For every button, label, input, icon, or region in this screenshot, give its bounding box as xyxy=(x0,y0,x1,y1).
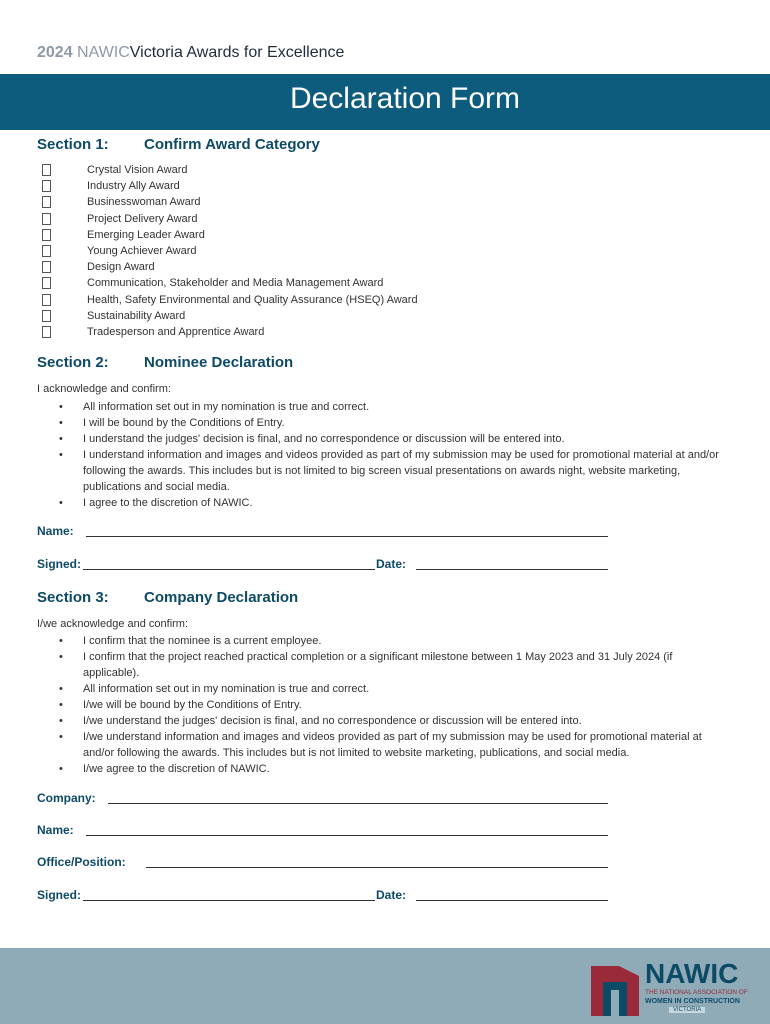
award-label: Industry Ally Award xyxy=(87,180,180,193)
checkbox-icon[interactable] xyxy=(42,245,51,257)
company-declaration-list xyxy=(58,633,728,777)
award-option[interactable] xyxy=(42,180,180,196)
section-2-number: Section 2: xyxy=(37,354,109,371)
award-option[interactable] xyxy=(42,261,155,277)
section-2-name: Nominee Declaration xyxy=(144,354,294,371)
company-name-field[interactable] xyxy=(86,835,608,836)
logo-subtitle-1: THE NATIONAL ASSOCIATION OF xyxy=(645,989,748,996)
section-3-number: Section 3: xyxy=(37,589,109,606)
nominee-date-label: Date: xyxy=(376,557,407,571)
company-date-field[interactable] xyxy=(416,900,608,901)
nawic-logo-mark-icon xyxy=(589,962,641,1016)
checkbox-icon[interactable] xyxy=(42,277,51,289)
title-banner xyxy=(0,74,770,130)
award-label: Communication, Stakeholder and Media Management Award xyxy=(87,277,384,290)
section-1-heading xyxy=(37,136,320,153)
award-label: Crystal Vision Award xyxy=(87,164,188,176)
declaration-item: • I/we understand the judges' decision is final, and no correspondence or discussion will be entered into. xyxy=(58,713,728,729)
declaration-item: • All information set out in my nomination is true and correct. xyxy=(58,399,728,415)
award-option[interactable] xyxy=(42,212,198,229)
office-position-field[interactable] xyxy=(146,867,608,868)
section-3-intro: I/we acknowledge and confirm: xyxy=(37,618,189,630)
declaration-item: • I/we will be bound by the Conditions of Entry. xyxy=(58,697,728,713)
nominee-declaration-list xyxy=(58,399,728,511)
nawic-logo xyxy=(589,958,754,1016)
office-position-label: Office/Position: xyxy=(37,855,126,869)
declaration-item: • I/we understand information and images and videos provided as part of my submission may be used for promotional material at and/or following the awards. This includes but is not limited to website marketing, publications, and social media. xyxy=(58,729,728,761)
award-label: Tradesperson and Apprentice Award xyxy=(87,325,265,338)
award-option[interactable] xyxy=(42,228,205,245)
checkbox-icon[interactable] xyxy=(42,294,51,306)
section-3-heading xyxy=(37,589,299,606)
declaration-item: • I/we agree to the discretion of NAWIC. xyxy=(58,761,728,777)
declaration-item: • I confirm that the nominee is a current employee. xyxy=(58,633,728,649)
page-title: Declaration Form xyxy=(289,82,521,115)
award-option[interactable] xyxy=(42,196,201,212)
logo-subtitle-3: VICTORIA xyxy=(669,1007,705,1013)
nominee-date-field[interactable] xyxy=(416,569,608,570)
company-label: Company: xyxy=(37,791,96,805)
event-brand: NAWIC xyxy=(77,44,130,61)
checkbox-icon[interactable] xyxy=(42,326,51,338)
checkbox-icon[interactable] xyxy=(42,229,51,241)
checkbox-icon[interactable] xyxy=(42,213,51,225)
nominee-name-field[interactable] xyxy=(86,536,608,537)
logo-subtitle-2: WOMEN IN CONSTRUCTION xyxy=(645,998,740,1005)
section-1-name: Confirm Award Category xyxy=(144,136,320,153)
checkbox-icon[interactable] xyxy=(42,164,51,176)
award-option[interactable] xyxy=(42,293,418,310)
award-label: Health, Safety Environmental and Quality Assurance (HSEQ) Award xyxy=(87,293,418,306)
nominee-signed-label: Signed: xyxy=(37,557,81,571)
event-title-rest: Victoria Awards for Excellence xyxy=(129,44,345,61)
award-option[interactable] xyxy=(42,164,188,180)
section-1-number: Section 1: xyxy=(37,136,109,153)
company-signed-label: Signed: xyxy=(37,888,81,902)
declaration-item: • I confirm that the project reached practical completion or a significant milestone between 1 May 2023 and 31 July 2024 (if applicable). xyxy=(58,649,728,681)
event-title xyxy=(37,44,344,62)
section-2-intro: I acknowledge and confirm: xyxy=(37,383,171,395)
award-option[interactable] xyxy=(42,244,197,261)
award-label: Emerging Leader Award xyxy=(87,228,205,241)
declaration-item: • I agree to the discretion of NAWIC. xyxy=(58,495,728,511)
award-option[interactable] xyxy=(42,309,186,326)
declaration-item: • I understand information and images and videos provided as part of my submission may be used for promotional material at and/or following the awards. This includes but is not limited to big screen visual presentations on awards night, website marketing, publications and social media. xyxy=(58,447,728,495)
checkbox-icon[interactable] xyxy=(42,196,51,208)
logo-text: NAWIC xyxy=(645,958,739,989)
company-name-label: Name: xyxy=(37,823,74,837)
company-field[interactable] xyxy=(108,803,608,804)
award-label: Sustainability Award xyxy=(87,309,186,322)
nominee-name-label: Name: xyxy=(37,524,74,538)
declaration-item: • I understand the judges' decision is final, and no correspondence or discussion will be entered into. xyxy=(58,431,728,447)
section-3-name: Company Declaration xyxy=(144,589,299,606)
award-option[interactable] xyxy=(42,277,384,293)
checkbox-icon[interactable] xyxy=(42,261,51,273)
checkbox-icon[interactable] xyxy=(42,180,51,192)
company-date-label: Date: xyxy=(376,888,407,902)
checkbox-icon[interactable] xyxy=(42,310,51,322)
section-2-heading xyxy=(37,354,294,371)
event-year: 2024 xyxy=(37,44,73,61)
declaration-item: • All information set out in my nomination is true and correct. xyxy=(58,681,728,697)
award-category-list xyxy=(42,164,418,342)
company-signature-field[interactable] xyxy=(83,900,375,901)
award-label: Project Delivery Award xyxy=(87,212,198,225)
award-option[interactable] xyxy=(42,325,265,342)
nominee-signature-field[interactable] xyxy=(83,569,375,570)
award-label: Businesswoman Award xyxy=(87,196,201,209)
declaration-item: • I will be bound by the Conditions of Entry. xyxy=(58,415,728,431)
award-label: Design Award xyxy=(87,261,155,274)
award-label: Young Achiever Award xyxy=(87,244,197,257)
